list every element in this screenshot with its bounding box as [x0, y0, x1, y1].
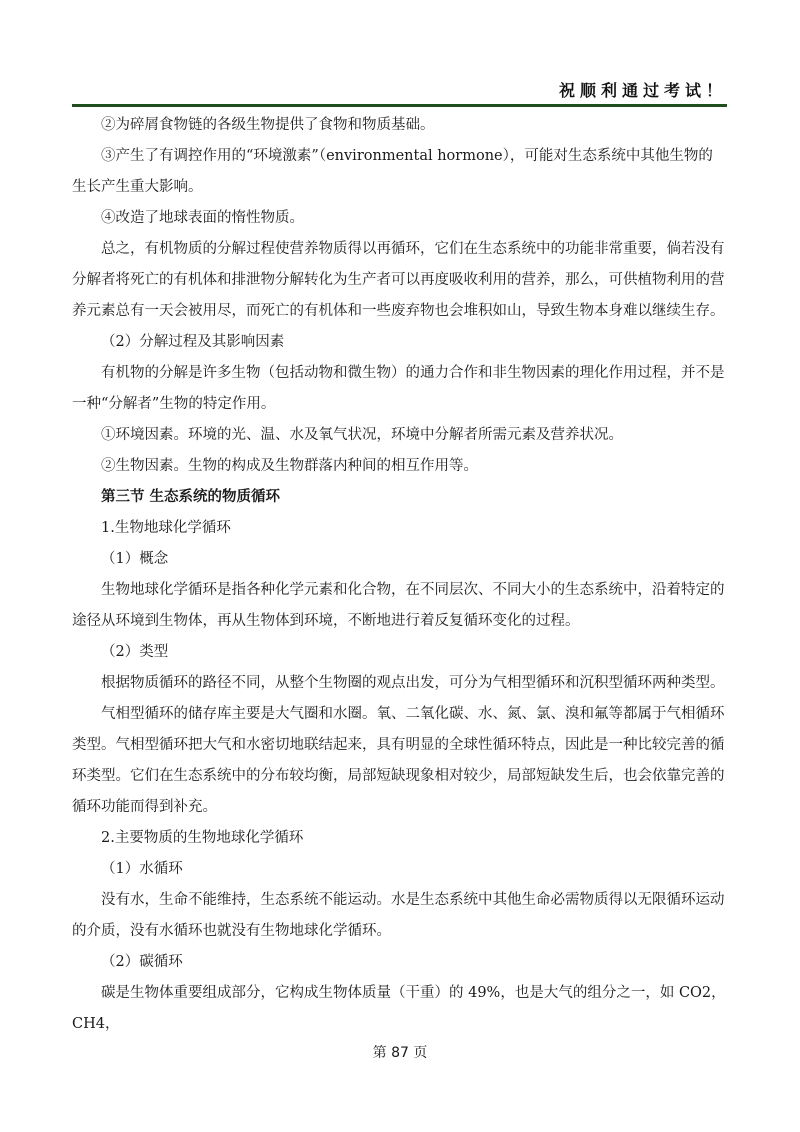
paragraph: 有机物的分解是许多生物（包括动物和微生物）的通力合作和非生物因素的理化作用过程，并不是一种“分解者”生物的特定作用。 [72, 365, 725, 412]
paragraph: 总之，有机物质的分解过程使营养物质得以再循环，它们在生态系统中的功能非常重要，倘若没有分解者将死亡的有机体和排泄物分解转化为生产者可以再度吸收利用的营养，那么，可供植物利用的营养元素总有一天会被用尽，而死亡的有机体和一些废弃物也会堆积如山，导致生物本身难以继续生存。 [72, 241, 725, 319]
paragraph: ①环境因素。环境的光、温、水及氧气状况，环境中分解者所需元素及营养状况。 [101, 427, 623, 443]
page-header [72, 78, 727, 101]
section-heading: 第三节 生态系统的物质循环 [101, 489, 281, 505]
subheading: （2）分解过程及其影响因素 [101, 334, 285, 350]
subheading: （1）水循环 [101, 861, 183, 877]
header-divider [72, 104, 727, 107]
subheading: （2）类型 [101, 644, 169, 660]
paragraph: 碳是生物体重要组成部分，它构成生物体质量（干重）的 49%，也是大气的组分之一，如 CO2，CH4， [72, 985, 726, 1032]
paragraph: 气相型循环的储存库主要是大气圈和水圈。氧、二氧化碳、水、氮、氯、溴和氟等都属于气相循环类型。气相型循环把大气和水密切地联结起来，具有明显的全球性循环特点，因此是一种比较完善的循环类型。它们在生态系统中的分布较均衡，局部短缺现象相对较少，局部短缺发生后，也会依靠完善的循环功能而得到补充。 [72, 706, 725, 815]
paragraph: 生物地球化学循环是指各种化学元素和化合物，在不同层次、不同大小的生态系统中，沿着特定的途径从环境到生物体，再从生物体到环境，不断地进行着反复循环变化的过程。 [72, 582, 725, 629]
paragraph: ③产生了有调控作用的“环境激素”（environmental hormone），可能对生态系统中其他生物的生长产生重大影响。 [72, 148, 713, 195]
paragraph: ④改造了地球表面的惰性物质。 [101, 210, 304, 226]
document-body [72, 110, 727, 1040]
paragraph: 根据物质循环的路径不同，从整个生物圈的观点出发，可分为气相型循环和沉积型循环两种类型。 [101, 675, 725, 691]
paragraph: ②为碎屑食物链的各级生物提供了食物和物质基础。 [101, 117, 435, 133]
subheading: 2.主要物质的生物地球化学循环 [101, 830, 304, 846]
subheading: （2）碳循环 [101, 954, 183, 970]
paragraph: 没有水，生命不能维持，生态系统不能运动。水是生态系统中其他生命必需物质得以无限循环运动的介质，没有水循环也就没有生物地球化学循环。 [72, 892, 725, 939]
subheading: 1.生物地球化学循环 [101, 520, 231, 536]
page-number: 第 87 页 [372, 1045, 428, 1061]
paragraph: ②生物因素。生物的构成及生物群落内种间的相互作用等。 [101, 458, 478, 474]
subheading: （1）概念 [101, 551, 169, 567]
header-title: 祝顺利通过考试！ [558, 81, 727, 100]
